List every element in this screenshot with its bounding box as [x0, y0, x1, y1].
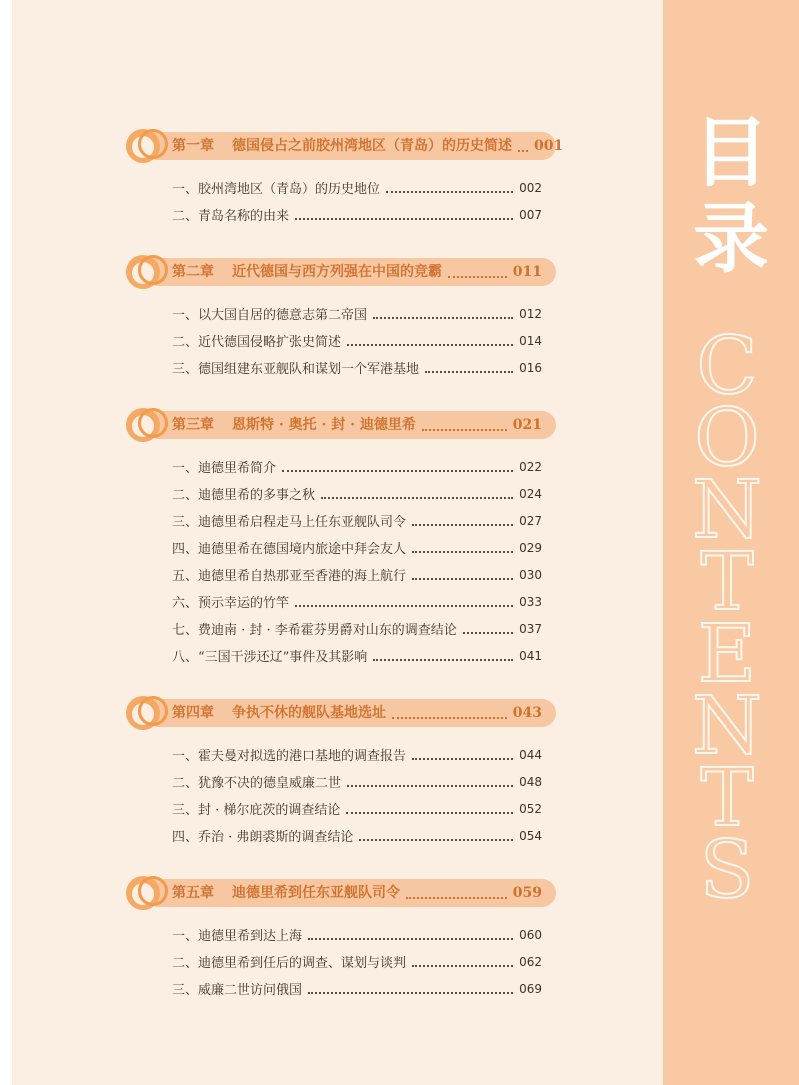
chapter-ring-icon: [138, 129, 168, 159]
chapter-title: 恩斯特 · 奥托 · 封 · 迪德里希: [232, 417, 416, 433]
leader-dots: [463, 624, 513, 634]
chapter-title: 迪德里希到任东亚舰队司令: [232, 885, 400, 901]
chapter-page: 021: [512, 417, 542, 433]
title-letter: E: [697, 607, 757, 700]
chapter-ring-icon: [138, 408, 168, 438]
leader-dots: [425, 363, 513, 373]
entry-page: 022: [519, 459, 542, 474]
entry-title: 二、青岛名称的由来: [172, 209, 290, 224]
leader-dots: [412, 750, 513, 760]
chapter-heading[interactable]: [126, 875, 556, 911]
entry-title: 七、费迪南 · 封 · 李希霍芬男爵对山东的调查结论: [172, 623, 457, 638]
leader-dots: [412, 957, 513, 967]
toc-entry[interactable]: [172, 741, 542, 768]
chapter-page: 059: [512, 885, 542, 901]
title-letter: O: [694, 391, 760, 484]
chapter-page: 001: [534, 138, 564, 154]
toc-entry[interactable]: [172, 174, 542, 201]
toc-entry[interactable]: [172, 921, 542, 948]
chapter-ring-icon: [138, 696, 168, 726]
entry-page: 016: [519, 360, 542, 375]
entry-title: 一、胶州湾地区（青岛）的历史地位: [172, 182, 381, 197]
entry-page: 060: [519, 927, 542, 942]
title-char: 目: [693, 108, 769, 197]
entry-title: 三、威廉二世访问俄国: [172, 983, 303, 998]
entry-title: 五、迪德里希自热那亚至香港的海上航行: [172, 569, 407, 584]
chapter-number: 第二章: [172, 264, 214, 280]
entry-page: 041: [519, 648, 542, 663]
entry-title: 四、乔治 · 弗朗裘斯的调查结论: [172, 830, 354, 845]
entry-title: 一、以大国自居的德意志第二帝国: [172, 308, 368, 323]
toc-entry[interactable]: [172, 615, 542, 642]
title-letter: C: [696, 319, 758, 412]
entry-page: 030: [519, 567, 542, 582]
entry-page: 002: [519, 180, 542, 195]
toc-entry[interactable]: [172, 480, 542, 507]
toc-entry[interactable]: [172, 534, 542, 561]
title-letter: T: [700, 535, 754, 628]
chapter-4: [126, 695, 556, 849]
entry-page: 033: [519, 594, 542, 609]
chapter-number: 第五章: [172, 885, 214, 901]
title-letter: N: [692, 463, 762, 556]
entry-page: 069: [519, 981, 542, 996]
leader-dots: [347, 777, 513, 787]
entry-page: 048: [519, 774, 542, 789]
chapter-5: [126, 875, 556, 1002]
toc-entry[interactable]: [172, 300, 542, 327]
leader-dots: [412, 570, 513, 580]
entry-title: 六、预示幸运的竹竿: [172, 596, 290, 611]
toc-entry[interactable]: [172, 822, 542, 849]
chapter-title: 近代德国与西方列强在中国的竞霸: [232, 264, 442, 280]
entry-page: 012: [519, 306, 542, 321]
leader-dots: [422, 419, 507, 431]
chapter-number: 第一章: [172, 138, 214, 154]
toc-entry[interactable]: [172, 588, 542, 615]
chapter-number: 第三章: [172, 417, 214, 433]
toc-entry[interactable]: [172, 795, 542, 822]
entry-page: 029: [519, 540, 542, 555]
toc-entry[interactable]: [172, 561, 542, 588]
toc-title-chinese: [663, 110, 799, 282]
leader-dots: [518, 140, 528, 152]
chapter-heading[interactable]: [126, 695, 556, 731]
title-letter: S: [699, 823, 755, 916]
chapter-heading[interactable]: [126, 128, 564, 164]
toc-entry[interactable]: [172, 642, 542, 669]
title-letter: T: [700, 751, 754, 844]
leader-dots: [282, 462, 513, 472]
entry-page: 054: [519, 828, 542, 843]
leader-dots: [295, 210, 513, 220]
chapter-page: 011: [512, 264, 542, 280]
leader-dots: [373, 309, 513, 319]
toc-entry[interactable]: [172, 354, 542, 381]
chapter-number: 第四章: [172, 705, 214, 721]
leader-dots: [308, 984, 513, 994]
entry-title: 三、封 · 梯尔庇茨的调查结论: [172, 803, 341, 818]
entry-page: 037: [519, 621, 542, 636]
leader-dots: [346, 804, 513, 814]
toc-entry[interactable]: [172, 327, 542, 354]
chapter-heading[interactable]: [126, 407, 556, 443]
entry-page: 062: [519, 954, 542, 969]
leader-dots: [308, 930, 513, 940]
leader-dots: [373, 651, 513, 661]
chapter-heading[interactable]: [126, 254, 556, 290]
leader-dots: [412, 516, 513, 526]
leader-dots: [448, 266, 507, 278]
toc-entry[interactable]: [172, 201, 542, 228]
entry-title: 三、迪德里希启程走马上任东亚舰队司令: [172, 515, 407, 530]
entry-title: 一、迪德里希简介: [172, 461, 277, 476]
entry-page: 044: [519, 747, 542, 762]
entry-page: 052: [519, 801, 542, 816]
chapter-page: 043: [512, 705, 542, 721]
entry-title: 一、迪德里希到达上海: [172, 929, 303, 944]
leader-dots: [406, 887, 507, 899]
entry-title: 二、近代德国侵略扩张史简述: [172, 335, 342, 350]
entry-title: 三、德国组建东亚舰队和谋划一个军港基地: [172, 362, 420, 377]
entry-title: 二、犹豫不决的德皇威廉二世: [172, 776, 342, 791]
chapter-ring-icon: [138, 255, 168, 285]
entry-page: 007: [519, 207, 542, 222]
leader-dots: [347, 336, 513, 346]
chapter-2: [126, 254, 556, 381]
chapter-title: 争执不休的舰队基地选址: [232, 705, 386, 721]
chapter-title: 德国侵占之前胶州湾地区（青岛）的历史简述: [232, 138, 512, 154]
entry-title: 二、迪德里希的多事之秋: [172, 488, 316, 503]
page-edge: [0, 0, 12, 1085]
entry-page: 027: [519, 513, 542, 528]
leader-dots: [392, 707, 507, 719]
entry-title: 一、霍夫曼对拟选的港口基地的调查报告: [172, 749, 407, 764]
toc-entry[interactable]: [172, 507, 542, 534]
entry-title: 四、迪德里希在德国境内旅途中拜会友人: [172, 542, 407, 557]
entry-title: 八、“三国干涉还辽”事件及其影响: [172, 650, 368, 665]
title-letter: N: [692, 679, 762, 772]
entry-page: 014: [519, 333, 542, 348]
chapter-ring-icon: [138, 876, 168, 906]
toc-entry[interactable]: [172, 453, 542, 480]
leader-dots: [295, 597, 513, 607]
toc-title-english: [672, 319, 782, 916]
leader-dots: [386, 183, 513, 193]
toc-entry[interactable]: [172, 975, 542, 1002]
chapter-1: [126, 128, 564, 228]
toc-entry[interactable]: [172, 768, 542, 795]
leader-dots: [412, 543, 513, 553]
leader-dots: [359, 831, 513, 841]
table-of-contents: [126, 128, 564, 1028]
title-char: 录: [693, 194, 769, 283]
leader-dots: [321, 489, 513, 499]
entry-page: 024: [519, 486, 542, 501]
toc-entry[interactable]: [172, 948, 542, 975]
chapter-3: [126, 407, 556, 669]
entry-title: 二、迪德里希到任后的调查、谋划与谈判: [172, 956, 407, 971]
